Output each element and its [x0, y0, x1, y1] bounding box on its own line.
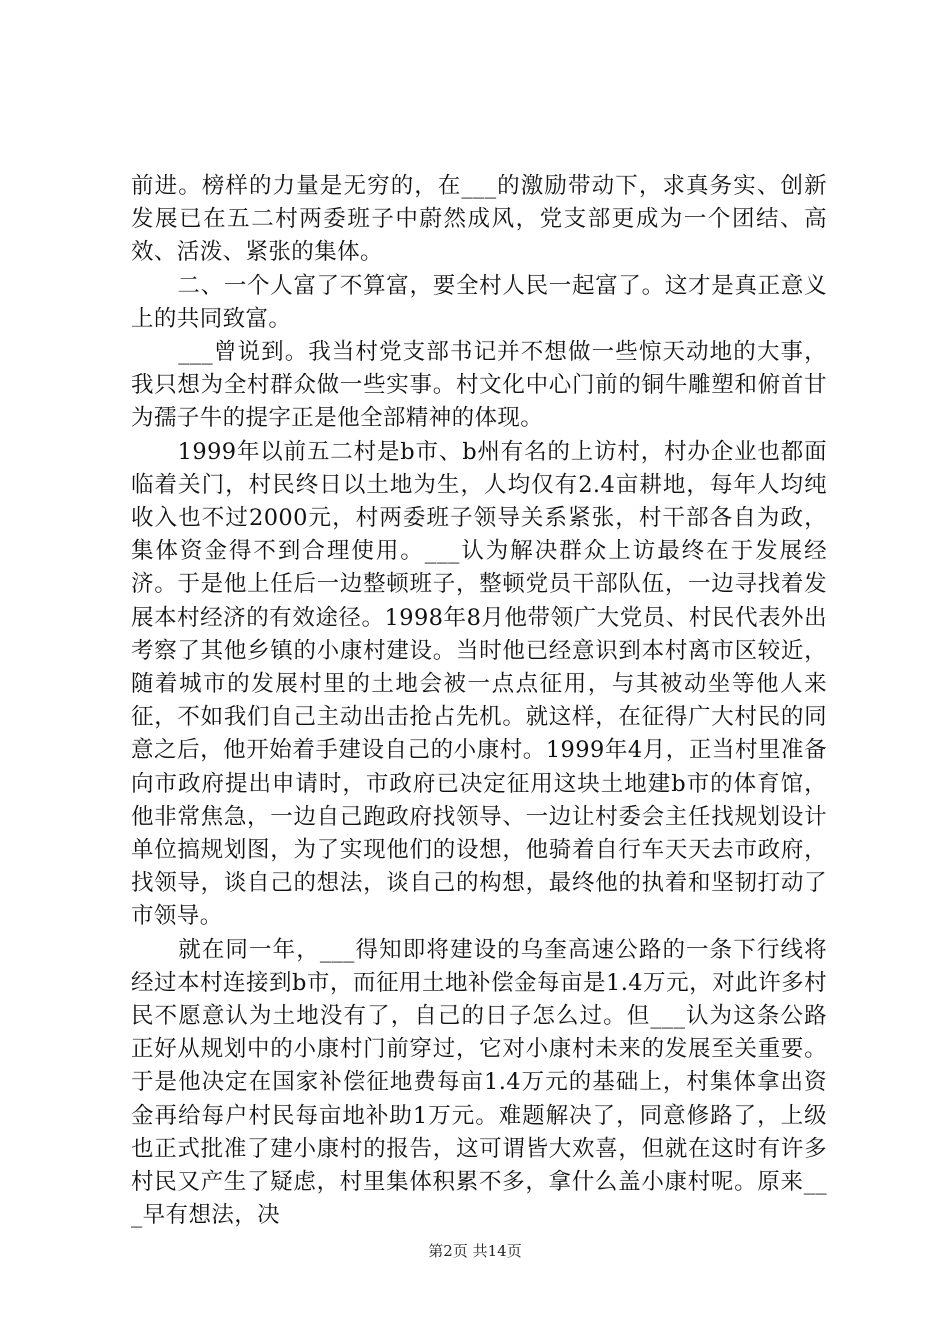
paragraph-4: 1999年以前五二村是b市、b州有名的上访村，村办企业也都面临着关门，村民终日以土地为生，人均仅有2.4亩耕地，每年人均纯收入也不过2000元，村两委班子领导关系紧张，村干部各自为政，集体资金得不到合理使用。___认为解决群众上访最终在于发展经济。于是他上任后一边整顿班子，整顿党员干部队伍，一边寻找着发展本村经济的有效途径。1998年8月他带领广大党员、村民代表外出考察了其他乡镇的小康村建设。当时他已经意识到本村离市区较近，随着城市的发展村里的土地会被一点点征用，与其被动坐等他人来征，不如我们自己主动出击抢占先机。就这样，在征得广大村民的同意之后，他开始着手建设自己的小康村。1999年4月，正当村里准备向市政府提出申请时，市政府已决定征用这块土地建b市的体育馆，他非常焦急，一边自己跑政府找领导、一边让村委会主任找规划设计单位搞规划图，为了实现他们的设想，他骑着自行车天天去市政府，找领导，谈自己的想法，谈自己的构想，最终他的执着和坚韧打动了市领导。 — [131, 438, 827, 930]
document-body — [131, 170, 827, 1233]
page-number-footer: 第2页 共14页 — [428, 1242, 522, 1260]
paragraph-3: ___曾说到。我当村党支部书记并不想做一些惊天动地的大事，我只想为全村群众做一些实事。村文化中心门前的铜牛雕塑和俯首甘为孺子牛的提字正是他全部精神的体现。 — [131, 339, 827, 432]
paragraph-2: 二、一个人富了不算富，要全村人民一起富了。这才是真正意义上的共同致富。 — [131, 272, 827, 332]
paragraph-1: 前进。榜样的力量是无穷的，在___的激励带动下，求真务实、创新发展已在五二村两委班子中蔚然成风，党支部更成为一个团结、高效、活泼、紧张的集体。 — [131, 173, 827, 266]
paragraph-5: 就在同一年，___得知即将建设的乌奎高速公路的一条下行线将经过本村连接到b市，而征用土地补偿金每亩是1.4万元，对此许多村民不愿意认为土地没有了，自己的日子怎么过。但___认为这条公路正好从规划中的小康村门前穿过，它对小康村未来的发展至关重要。于是他决定在国家补偿征地费每亩1.4万元的基础上，村集体拿出资金再给每户村民每亩地补助1万元。难题解决了，同意修路了，上级也正式批准了建小康村的报告，这可谓皆大欢喜，但就在这时有许多村民又产生了疑虑，村里集体积累不多，拿什么盖小康村呢。原来___早有想法，决 — [131, 936, 827, 1229]
